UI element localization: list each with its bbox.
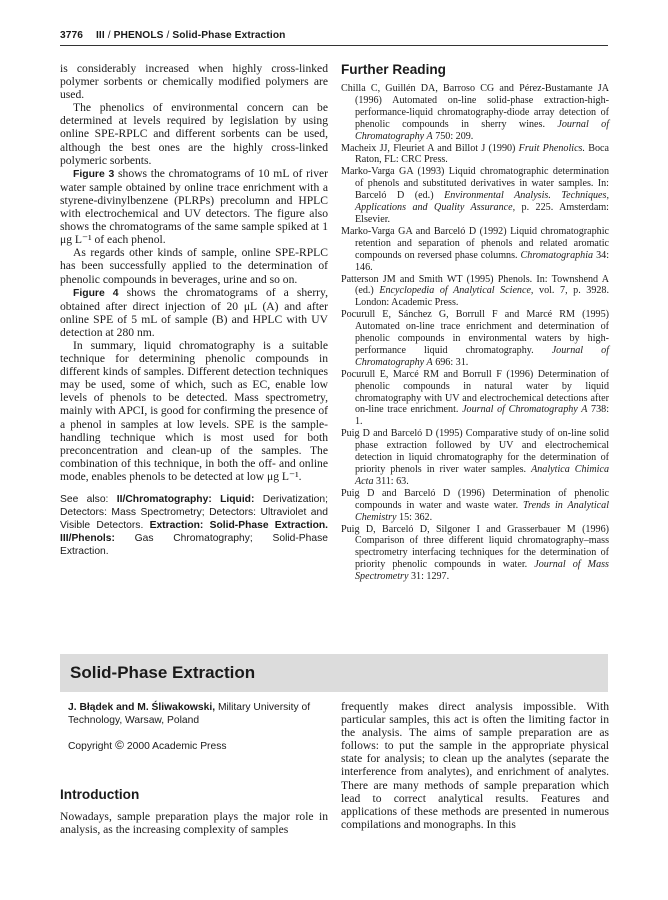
reference-source: Journal of Mass Spectrometry [355,559,609,583]
article-title: Solid-Phase Extraction [70,663,256,682]
copyright-text: 2000 Academic Press [126,741,227,752]
author-names: J. Błądek and M. Śliwakowski, [68,702,216,713]
figure-reference[interactable]: Figure 4 [73,287,119,299]
see-also-link[interactable]: Extraction: Solid-Phase Extraction. [149,520,329,532]
reference-item: Patterson JM and Smith WT (1995) Phenols. In: Townshend A (ed.) Encyclopedia of Analytical Science, vol. 7, p. 3928. London: Academic Press. [341,273,609,309]
reference-source: Trends in Analytical Chemistry [355,499,609,523]
right-column [341,62,609,583]
copyright-icon: © [115,738,124,752]
reference-source: Fruit Phenolics. [518,142,585,154]
reference-item: Puig D and Barceló D (1995) Comparative study of on-line solid phase extraction followed by UV and electrochemical detection in liquid chromatography for the determination of priority phenols in river water samples. Analytica Chimica Acta 311: 63. [341,428,609,487]
introduction-continued: frequently makes direct analysis impossible. With particular samples, this act is often the limiting factor in the analysis. The aims of sample preparation are as follows: to put the sample in the appropriate physical state for analysis; to clean up the analytes (separate the interference from analytes), and enrichment of analytes. There are many methods of sample preparation which lead to correct analytical results. Features and applications of these methods are presented in numerous compilations and monographs. In this [341,700,609,831]
running-head [60,30,608,41]
figure-reference[interactable]: Figure 3 [73,168,115,180]
reference-source: Journal of Chromatography A [355,344,609,368]
reference-item: Puig D, Barceló D, Silgoner I and Grasserbauer M (1996) Comparison of three different liquid chromatography–mass spectrometry interfacing techniques for the determination of priority phenolic compounds in water. Journal of Mass Spectrometry 31: 1297. [341,523,609,583]
reference-source: Analytica Chimica Acta [355,464,609,487]
head-separator-2: / [163,30,173,41]
head-subtopic: Solid-Phase Extraction [172,30,286,41]
reference-item: Chilla C, Guillén DA, Barroso CG and Pérez-Bustamante JA (1996) Automated on-line solid-phase extraction-high-performance-liquid chromatography-diode array detection of phenolic compounds in sherry wines. Journal of Chromatography A 750: 209. [341,83,609,142]
reference-source: Journal of Chromatography A [462,404,588,416]
paragraph: In summary, liquid chromatography is a suitable technique for determining phenolic compounds in different kinds of samples. Different detection techniques may be used, some of which, such as EC, enable low levels of phenols to be detected. Mass spectrometry, mainly with APCI, is good for confirming the presence of a phenol in samples at low levels. SPE is the sample-handling technique which is most used for both preconcentration and clean-up of the samples. The combination of this technique, in both the off- and online mode, enables phenols to be detected at low μg L⁻¹. [60,338,328,483]
reference-list [341,83,609,583]
author-affiliation: Military University of Technology, Warsaw, Poland [68,702,311,726]
paragraph: As regards other kinds of sample, online SPE-RPLC has been successfully applied to the determination of phenolic compounds in beverages, urine and so on. [60,246,328,286]
copyright-label: Copyright [68,741,113,752]
reference-item: Macheix JJ, Fleuriet A and Billot J (1990) Fruit Phenolics. Boca Raton, FL: CRC Press. [341,142,609,166]
author-block [68,701,326,727]
left-body [60,62,328,483]
section-number: III [96,30,105,41]
reference-item: Pocurull E, Sánchez G, Borrull F and Marcé RM (1995) Automated on-line trace enrichment and determination of phenolic compounds in environmental waters by high-performance liquid chromatography. Journal of Chromatography A 696: 31. [341,309,609,368]
paragraph: is considerably increased when highly cross-linked polymer sorbents or chemically modified polymers are used. [60,62,328,102]
see-also-link[interactable]: II/Chromatography: Liquid: [116,494,255,505]
further-reading-heading: Further Reading [341,62,446,77]
introduction-heading: Introduction [60,787,140,802]
header-rule [60,45,608,46]
paragraph: The phenolics of environmental concern can be determined at levels required by legislation by using online SPE-RPLC and different sorbents can be used, although the best ones are the highly cross-linked polymeric sorbents. [60,101,328,167]
see-also-lead: See also: [60,494,117,505]
article-title-band [60,654,608,692]
reference-item: Marko-Varga GA (1993) Liquid chromatographic determination of phenols and substituted derivatives in water samples. In: Barceló D (ed.) Environmental Analysis. Techniques, Applications and Quality Assurance, p. 225. Amsterdam: Elsevier. [341,166,609,225]
reference-item: Puig D and Barceló D (1996) Determination of phenolic compounds in water and waste water. Trends in Analytical Chemistry 15: 362. [341,487,609,523]
page-number: 3776 [60,30,84,41]
reference-source: Journal of Chromatography A [355,118,609,142]
see-also-link[interactable]: III/Phenols: [60,533,115,545]
reference-item: Marko-Varga GA and Barceló D (1992) Liquid chromatographic retention and separation of phenols and related aromatic compounds on reversed phase columns. Chromatographia 34: 146. [341,225,609,273]
paragraph: Figure 3 shows the chromatograms of 10 mL of river water sample obtained by online trace enrichment with a styrene-divinylbenzene (PLRPs) precolumn and HPLC with electrochemical and UV detectors. The figure also shows the chromatograms of the same sample spiked at 1 μg L⁻¹ of each phenol. [60,166,329,247]
head-separator: / [104,30,114,41]
head-topic: PHENOLS [113,30,164,41]
see-also: See also: II/Chromatography: Liquid: Derivatization; Detectors: Mass Spectrometry; Detectors: Ultraviolet and Visible Detectors. Extraction: Solid-Phase Extraction. III/Phenols: Gas Chromatography; Solid-Phase Extraction. [60,494,329,558]
reference-source: Environmental Analysis. Techniques, Applications and Quality Assurance, [355,190,609,214]
introduction-text: Nowadays, sample preparation plays the major role in analysis, as the increasing complexity of samples [60,810,328,837]
reference-source: Chromatographia [520,249,594,261]
paragraph: Figure 4 shows the chromatograms of a sherry, obtained after direct injection of 20 μL (A) and after online SPE of 5 mL of sample (B) and HPLC with UV detection at 280 nm. [60,285,328,339]
left-column [60,62,328,558]
copyright-line [68,738,227,752]
reference-item: Pocurull E, Marcé RM and Borrull F (1996) Determination of phenolic compounds in natural water by liquid chromatography with UV and electrochemical detections after on-line trace enrichment. Journal of Chromatography A 738: 1. [341,368,609,428]
reference-source: Encyclopedia of Analytical Science, [379,285,534,297]
